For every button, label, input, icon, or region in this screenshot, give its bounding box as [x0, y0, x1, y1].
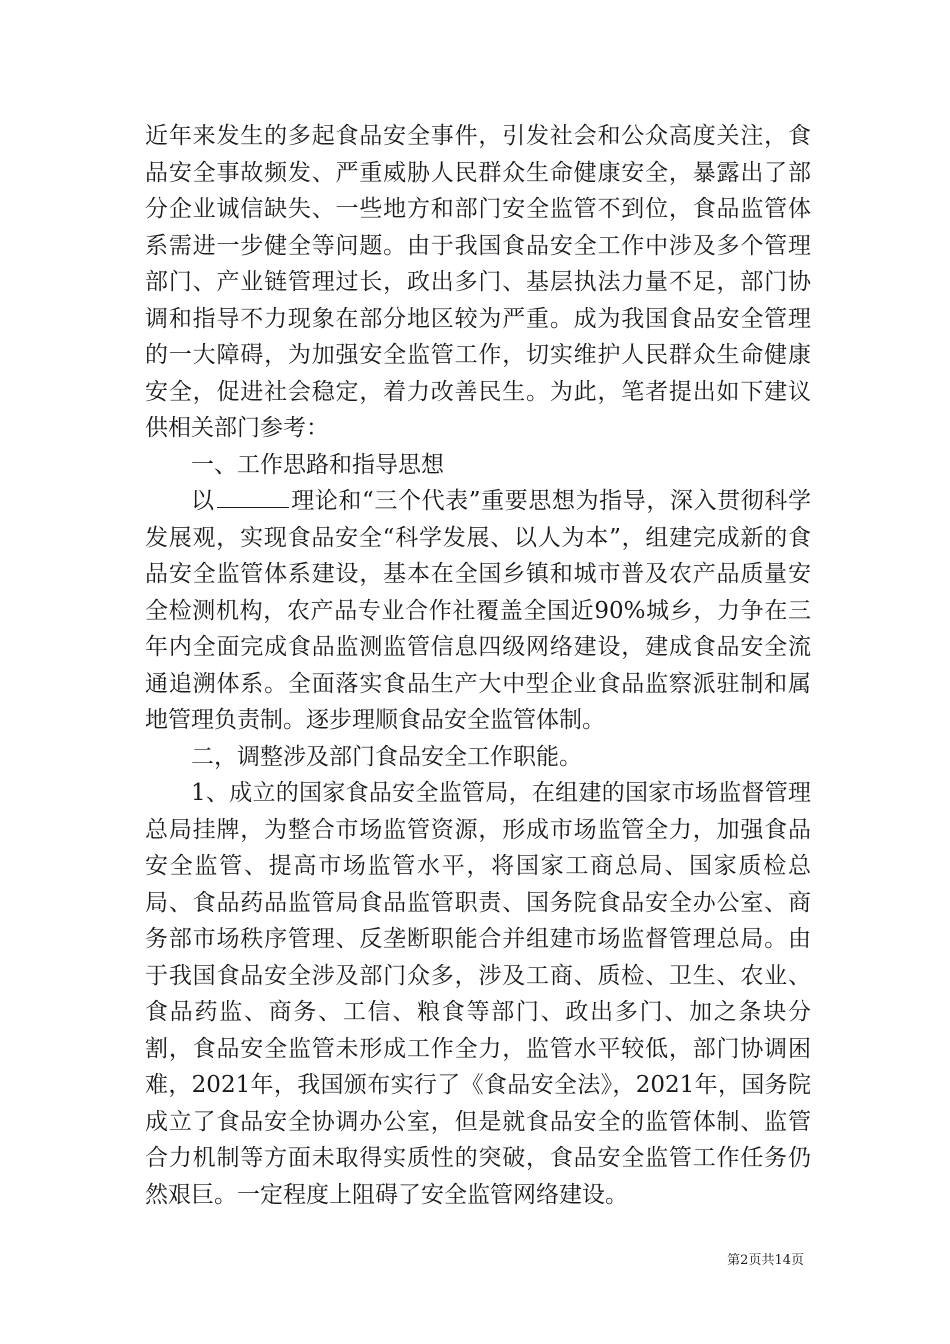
paragraph-guiding-ideology	[145, 483, 811, 739]
fill-blank	[217, 487, 289, 508]
section-heading-1: 一、工作思路和指导思想	[191, 451, 444, 478]
document-body	[145, 118, 811, 1213]
section-heading-2: 二，调整涉及部门食品安全工作职能。	[191, 743, 582, 770]
paragraph-guiding-ideology-rest: 理论和“三个代表”重要思想为指导，深入贯彻科学发展观，实现食品安全“科学发展、以人为本”，组建完成新的食品安全监管体系建设，基本在全国乡镇和城市普及农产品质量安全检测机构，农产品专业合作社覆盖全国近90%城乡，力争在三年内全面完成食品监测监管信息四级网络建设，建成食品安全流通追溯体系。全面落实食品生产大中型企业食品监察派驻制和属地管理负责制。逐步理顺食品安全监管体制。	[145, 488, 811, 733]
page-number-footer: 第2页共14页	[727, 1253, 804, 1268]
paragraph-intro: 近年来发生的多起食品安全事件，引发社会和公众高度关注，食品安全事故频发、严重威胁人民群众生命健康安全，暴露出了部分企业诚信缺失、一些地方和部门安全监管不到位，食品监管体系需进一步健全等问题。由于我国食品安全工作中涉及多个管理部门、产业链管理过长，政出多门、基层执法力量不足，部门协调和指导不力现象在部分地区较为严重。成为我国食品安全管理的一大障碍，为加强安全监管工作，切实维护人民群众生命健康安全，促进社会稳定，着力改善民生。为此，笔者提出如下建议供相关部门参考：	[145, 123, 811, 441]
paragraph-guiding-ideology-start: 以	[191, 488, 215, 514]
paragraph-item-1: 1、成立的国家食品安全监管局，在组建的国家市场监督管理总局挂牌，为整合市场监管资源，形成市场监管全力，加强食品安全监管、提高市场监管水平，将国家工商总局、国家质检总局、食品药品监管局食品监管职责、国务院食品安全办公室、商务部市场秩序管理、反垄断职能合并组建市场监督管理总局。由于我国食品安全涉及部门众多，涉及工商、质检、卫生、农业、食品药监、商务、工信、粮食等部门、政出多门、加之条块分割，食品安全监管未形成工作全力，监管水平较低，部门协调困难，2021年，我国颁布实行了《食品安全法》，2021年，国务院成立了食品安全协调办公室，但是就食品安全的监管体制、监管合力机制等方面未取得实质性的突破，食品安全监管工作任务仍然艰巨。一定程度上阻碍了安全监管网络建设。	[145, 780, 811, 1208]
